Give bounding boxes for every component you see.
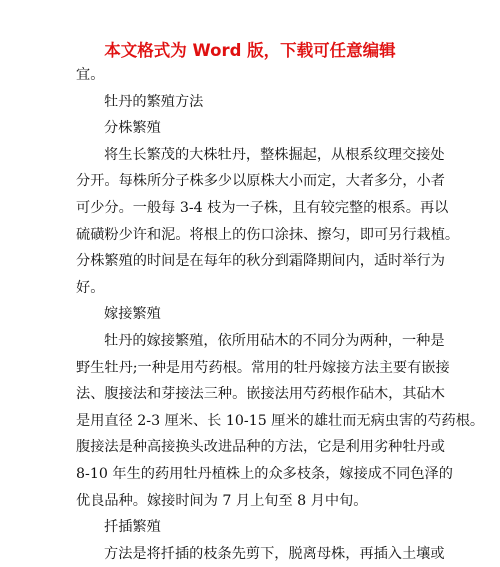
paragraph-line: 将生长繁茂的大株牡丹，整株掘起，从根系纹理交接处 bbox=[104, 146, 445, 163]
paragraph-line: 方法是将扦插的枝条先剪下，脱离母株，再插入土壤或 bbox=[104, 545, 445, 562]
paragraph-line: 优良品种。嫁接时间为 7 月上旬至 8 月中旬。 bbox=[76, 492, 368, 509]
paragraph-line: 8-10 年生的药用牡丹植株上的众多枝条，嫁接成不同色泽的 bbox=[76, 465, 453, 482]
paragraph-line: 好。 bbox=[76, 279, 105, 296]
paragraph-line: 可少分。一般每 3-4 枝为一子株，且有较完整的根系。再以 bbox=[76, 199, 449, 216]
subsection-heading: 扦插繁殖 bbox=[104, 519, 161, 536]
paragraph-line: 硫磺粉少许和泥。将根上的伤口涂抹、擦匀，即可另行栽植。 bbox=[76, 226, 460, 243]
subsection-heading: 分株繁殖 bbox=[104, 120, 161, 137]
paragraph-line: 牡丹的嫁接繁殖，依所用砧木的不同分为两种，一种是 bbox=[104, 332, 445, 349]
document-body bbox=[76, 62, 485, 567]
paragraph-line: 分株繁殖的时间是在每年的秋分到霜降期间内，适时举行为 bbox=[76, 253, 445, 270]
paragraph-line: 野生牡丹;一种是用芍药根。常用的牡丹嫁接方法主要有嵌接 bbox=[76, 359, 450, 376]
text-line: 宜。 bbox=[76, 67, 105, 83]
paragraph-line: 是用直径 2-3 厘米、长 10-15 厘米的雄壮而无病虫害的芍药根。 bbox=[76, 412, 485, 429]
paragraph-line: 分开。每株所分子株多少以原株大小而定，大者多分，小者 bbox=[76, 173, 445, 190]
document-banner: 本文格式为 Word 版，下载可任意编辑 bbox=[104, 41, 396, 60]
section-heading: 牡丹的繁殖方法 bbox=[104, 93, 204, 110]
paragraph-line: 法、腹接法和芽接法三种。嵌接法用芍药根作砧木，其砧木 bbox=[76, 386, 445, 403]
paragraph-line: 腹接法是种高接换头改进品种的方法，它是利用劣种牡丹或 bbox=[76, 439, 445, 456]
subsection-heading: 嫁接繁殖 bbox=[104, 306, 161, 323]
